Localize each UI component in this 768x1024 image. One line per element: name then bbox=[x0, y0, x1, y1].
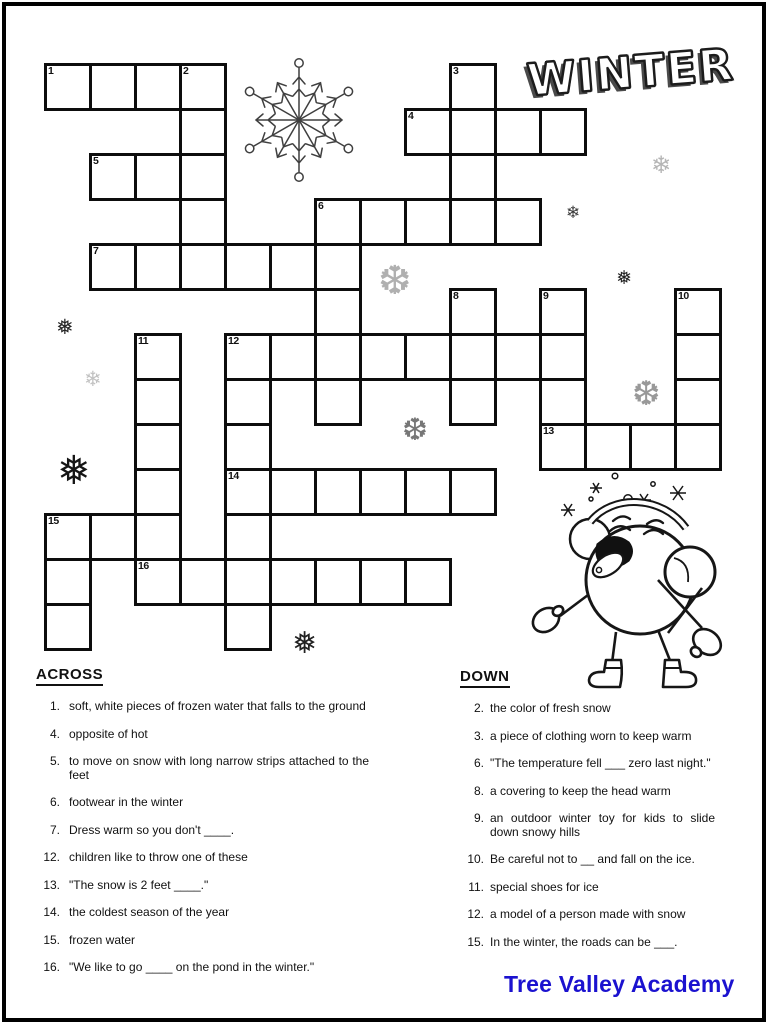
clue-start-number: 10 bbox=[678, 290, 689, 302]
clue-item bbox=[460, 881, 722, 895]
grid-cell[interactable] bbox=[314, 243, 362, 291]
grid-cell[interactable] bbox=[674, 333, 722, 381]
grid-cell[interactable] bbox=[224, 423, 272, 471]
grid-cell[interactable] bbox=[314, 558, 362, 606]
grid-cell[interactable] bbox=[134, 243, 182, 291]
snowflake-icon: ❆ bbox=[378, 258, 412, 304]
clue-item bbox=[36, 934, 376, 948]
clue-text: Be careful not to __ and fall on the ice. bbox=[490, 852, 695, 866]
grid-cell[interactable] bbox=[584, 423, 632, 471]
clue-start-number: 9 bbox=[543, 290, 549, 302]
grid-cell[interactable] bbox=[269, 468, 317, 516]
snowflake-icon: ❄ bbox=[566, 203, 581, 223]
grid-cell[interactable] bbox=[269, 333, 317, 381]
clue-item bbox=[36, 879, 376, 893]
clue-item bbox=[36, 824, 376, 838]
clue-item bbox=[36, 796, 376, 810]
grid-cell[interactable] bbox=[314, 333, 362, 381]
clue-number: 15. bbox=[43, 932, 60, 947]
grid-cell[interactable] bbox=[674, 423, 722, 471]
clue-item bbox=[460, 785, 722, 799]
clue-number: 6. bbox=[49, 795, 60, 809]
grid-cell[interactable] bbox=[494, 198, 542, 246]
grid-cell[interactable] bbox=[449, 468, 497, 516]
clue-item bbox=[36, 700, 376, 714]
clue-text: a piece of clothing worn to keep warm bbox=[490, 728, 692, 743]
clue-text: the color of fresh snow bbox=[490, 701, 611, 715]
clue-text: soft, white pieces of frozen water that falls to the ground bbox=[69, 699, 366, 713]
grid-cell[interactable] bbox=[134, 153, 182, 201]
clue-start-number: 7 bbox=[93, 245, 99, 257]
clue-text: "We like to go ____ on the pond in the winter." bbox=[69, 960, 315, 974]
across-heading: ACROSS bbox=[36, 666, 103, 686]
grid-cell[interactable] bbox=[629, 423, 677, 471]
branding-text: Tree Valley Academy bbox=[504, 971, 735, 997]
snowflake-icon: ❅ bbox=[292, 626, 318, 661]
grid-cell[interactable] bbox=[44, 603, 92, 651]
clue-item bbox=[460, 812, 722, 839]
grid-cell[interactable] bbox=[314, 378, 362, 426]
clue-start-number: 4 bbox=[408, 110, 414, 122]
grid-cell[interactable] bbox=[89, 513, 137, 561]
grid-cell[interactable] bbox=[179, 108, 227, 156]
down-clues-section bbox=[460, 668, 722, 963]
grid-cell[interactable] bbox=[359, 198, 407, 246]
grid-cell[interactable] bbox=[224, 513, 272, 561]
clue-item bbox=[36, 906, 376, 920]
grid-cell[interactable] bbox=[224, 603, 272, 651]
clue-text: children like to throw one of these bbox=[69, 850, 248, 864]
grid-cell[interactable] bbox=[449, 378, 497, 426]
grid-cell[interactable] bbox=[314, 288, 362, 336]
clue-start-number: 13 bbox=[543, 425, 554, 437]
clue-number: 7. bbox=[49, 822, 60, 837]
grid-cell[interactable] bbox=[449, 108, 497, 156]
across-clues-section bbox=[36, 666, 376, 989]
grid-cell[interactable] bbox=[359, 558, 407, 606]
clue-start-number: 2 bbox=[183, 65, 189, 77]
clue-item bbox=[36, 755, 376, 782]
clue-text: an outdoor winter toy for kids to slide down snowy hills bbox=[490, 811, 715, 839]
down-heading: DOWN bbox=[460, 668, 510, 688]
grid-cell[interactable] bbox=[404, 468, 452, 516]
clue-number: 3. bbox=[473, 728, 484, 743]
clue-item bbox=[460, 853, 722, 867]
clue-start-number: 3 bbox=[453, 65, 459, 77]
snowflake-icon: ❅ bbox=[57, 448, 91, 494]
grid-cell[interactable] bbox=[404, 558, 452, 606]
grid-cell[interactable] bbox=[179, 153, 227, 201]
grid-cell[interactable] bbox=[494, 108, 542, 156]
grid-cell[interactable] bbox=[449, 153, 497, 201]
clue-number: 10. bbox=[467, 852, 484, 866]
grid-cell[interactable] bbox=[539, 378, 587, 426]
grid-cell[interactable] bbox=[539, 108, 587, 156]
clue-number: 12. bbox=[43, 850, 60, 864]
snowflake-icon: ❅ bbox=[56, 315, 74, 339]
clue-number: 15. bbox=[467, 934, 484, 949]
clue-number: 2. bbox=[473, 701, 484, 715]
clue-start-number: 15 bbox=[48, 515, 59, 527]
clue-text: the coldest season of the year bbox=[69, 905, 230, 919]
clue-item bbox=[460, 730, 722, 744]
clue-text: special shoes for ice bbox=[490, 879, 599, 894]
grid-cell[interactable] bbox=[494, 333, 542, 381]
clue-text: frozen water bbox=[69, 932, 136, 947]
grid-cell[interactable] bbox=[134, 423, 182, 471]
snowman-head bbox=[570, 502, 715, 634]
clue-number: 13. bbox=[43, 877, 60, 892]
clue-text: Dress warm so you don't ____. bbox=[69, 822, 235, 837]
clue-number: 5. bbox=[49, 754, 60, 768]
snowflake-icon: ❆ bbox=[632, 374, 661, 414]
worksheet-title: WINTER bbox=[525, 39, 737, 107]
grid-cell[interactable] bbox=[539, 333, 587, 381]
clue-item bbox=[460, 757, 722, 771]
clue-number: 11. bbox=[468, 879, 484, 894]
clue-text: to move on snow with long narrow strips attached to the feet bbox=[69, 754, 369, 782]
grid-cell[interactable] bbox=[89, 63, 137, 111]
grid-cell[interactable] bbox=[44, 558, 92, 606]
grid-cell[interactable] bbox=[224, 558, 272, 606]
clue-item bbox=[460, 908, 722, 922]
grid-cell[interactable] bbox=[314, 468, 362, 516]
clue-text: a model of a person made with snow bbox=[490, 907, 686, 921]
clue-number: 12. bbox=[467, 907, 484, 921]
clue-start-number: 5 bbox=[93, 155, 99, 167]
grid-cell[interactable] bbox=[449, 198, 497, 246]
grid-cell[interactable] bbox=[404, 333, 452, 381]
clue-number: 14. bbox=[43, 905, 60, 919]
clue-text: In the winter, the roads can be ___. bbox=[490, 934, 678, 949]
snowflake-icon: ❄ bbox=[651, 151, 672, 179]
snowflake-icon: ❅ bbox=[616, 267, 632, 289]
grid-cell[interactable] bbox=[179, 243, 227, 291]
clue-text: "The temperature fell ___ zero last night." bbox=[490, 756, 711, 770]
clue-item bbox=[460, 702, 722, 716]
snowflake-icon: ❆ bbox=[402, 412, 428, 448]
grid-cell[interactable] bbox=[224, 243, 272, 291]
grid-cell[interactable] bbox=[359, 468, 407, 516]
clue-start-number: 16 bbox=[138, 560, 149, 572]
grid-cell[interactable] bbox=[134, 468, 182, 516]
clue-text: a covering to keep the head warm bbox=[490, 783, 671, 798]
grid-cell[interactable] bbox=[404, 198, 452, 246]
clue-number: 16. bbox=[43, 960, 60, 974]
large-snowflake-icon bbox=[235, 56, 363, 184]
clue-item bbox=[36, 851, 376, 865]
clue-start-number: 6 bbox=[318, 200, 324, 212]
clue-number: 6. bbox=[473, 756, 484, 770]
clue-item bbox=[36, 961, 376, 975]
snowflake-icon: ❄ bbox=[84, 367, 102, 391]
across-clue-list bbox=[36, 700, 376, 975]
grid-cell[interactable] bbox=[179, 558, 227, 606]
clue-start-number: 12 bbox=[228, 335, 239, 347]
clue-start-number: 8 bbox=[453, 290, 459, 302]
grid-cell[interactable] bbox=[134, 378, 182, 426]
clue-text: footwear in the winter bbox=[69, 795, 184, 809]
grid-cell[interactable] bbox=[269, 558, 317, 606]
grid-cell[interactable] bbox=[269, 243, 317, 291]
grid-cell[interactable] bbox=[674, 378, 722, 426]
clue-start-number: 1 bbox=[48, 65, 54, 77]
clue-item bbox=[36, 728, 376, 742]
clue-number: 8. bbox=[473, 783, 484, 798]
grid-cell[interactable] bbox=[449, 333, 497, 381]
clue-start-number: 14 bbox=[228, 470, 239, 482]
clue-text: opposite of hot bbox=[69, 726, 148, 741]
clue-number: 4. bbox=[49, 726, 60, 741]
grid-cell[interactable] bbox=[134, 63, 182, 111]
clue-number: 1. bbox=[49, 699, 60, 713]
grid-cell[interactable] bbox=[359, 333, 407, 381]
clue-start-number: 11 bbox=[138, 335, 149, 347]
grid-cell[interactable] bbox=[224, 378, 272, 426]
clue-item bbox=[460, 936, 722, 950]
clue-text: "The snow is 2 feet ____." bbox=[69, 877, 209, 892]
down-clue-list bbox=[460, 702, 722, 949]
grid-cell[interactable] bbox=[179, 198, 227, 246]
clue-number: 9. bbox=[473, 811, 484, 825]
snowman-illustration bbox=[520, 468, 762, 693]
grid-cell[interactable] bbox=[134, 513, 182, 561]
